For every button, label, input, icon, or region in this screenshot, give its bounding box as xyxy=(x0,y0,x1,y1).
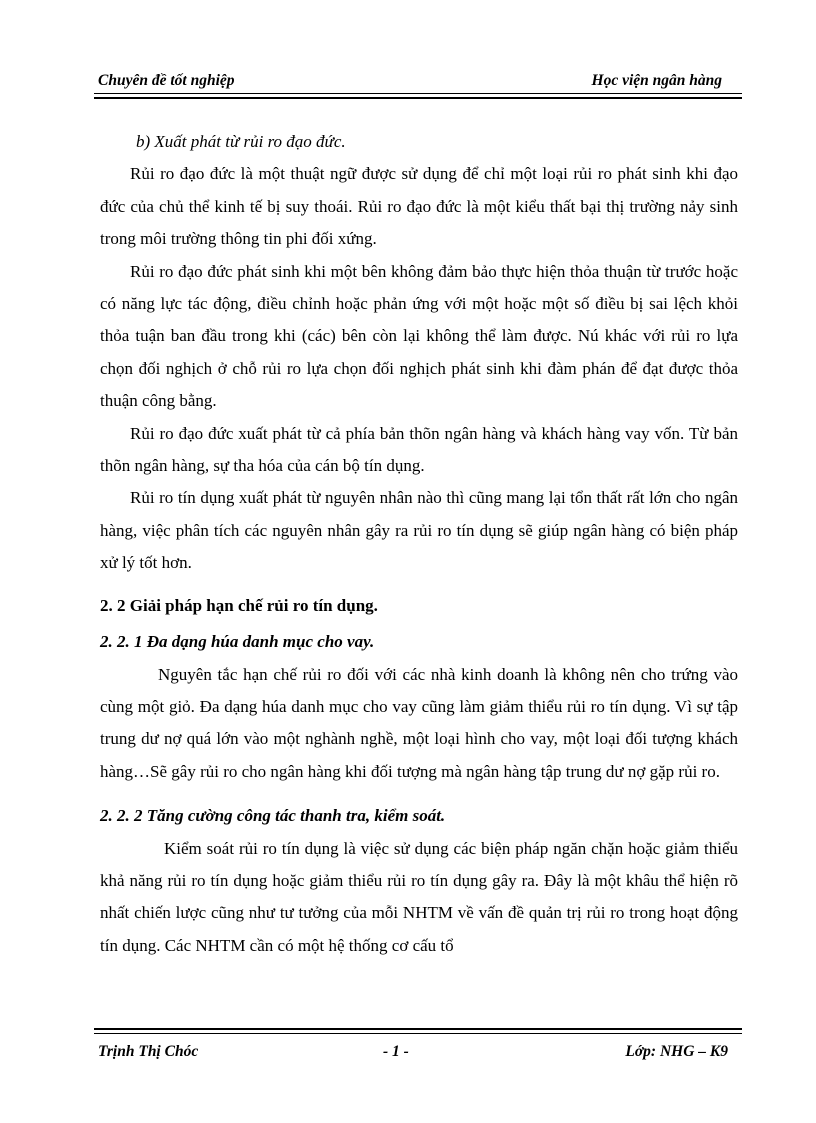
footer-rule-thick xyxy=(94,1028,742,1030)
paragraph: Rủi ro đạo đức phát sinh khi một bên không đảm bảo thực hiện thỏa thuận từ trước hoặc có năng lực tác động, điều chỉnh hoặc phản ứng với một hoặc một số điều bị sai lệch khỏi thỏa tuận ban đầu trong khi (các) bên còn lại không thể làm được. Nú khác với rủi ro lựa chọn đối nghịch ở chỗ rủi ro lựa chọn đối nghịch phát sinh khi đàm phán để đạt được thỏa thuận công bằng. xyxy=(100,261,738,411)
header-left-text: Chuyên đề tốt nghiệp xyxy=(98,72,235,89)
footer-author: Trịnh Thị Chóc xyxy=(98,1043,199,1060)
subsection-heading: 2. 2. 2 Tăng cường công tác thanh tra, kiểm soát. xyxy=(100,806,446,826)
page-footer xyxy=(98,1043,728,1065)
paragraph: Nguyên tắc hạn chế rủi ro đối với các nhà kinh doanh là không nên cho trứng vào cùng một giỏ. Đa dạng húa danh mục cho vay cũng làm giảm thiểu rủi ro tín dụng. Vì sự tập trung dư nợ quá lớn vào một nghành nghề, một loại hình cho vay, một loại đối tượng khách hàng…Sẽ gây rủi ro cho ngân hàng khi đối tượng mà ngân hàng tập trung dư nợ gặp rủi ro. xyxy=(100,664,738,781)
page-header xyxy=(98,72,728,94)
section-heading: 2. 2 Giải pháp hạn chế rủi ro tín dụng. xyxy=(100,595,378,615)
page-number: - 1 - xyxy=(383,1043,409,1060)
paragraph: Rủi ro đạo đức xuất phát từ cả phía bản thõn ngân hàng và khách hàng vay vốn. Từ bản thõn ngân hàng, sự tha hóa của cán bộ tín dụng. xyxy=(100,423,738,476)
subsection-heading: b) Xuất phát từ rủi ro đạo đức. xyxy=(136,132,346,151)
header-rule-thin xyxy=(94,93,742,94)
paragraph: Rủi ro đạo đức là một thuật ngữ được sử dụng để chỉ một loại rủi ro phát sinh khi đạo đức của chủ thể kinh tế bị suy thoái. Rủi ro đạo đức là một kiểu thất bại thị trường nảy sinh trong môi trường thông tin phi đối xứng. xyxy=(100,164,738,249)
footer-class: Lớp: NHG – K9 xyxy=(625,1043,728,1060)
subsection-heading: 2. 2. 1 Đa dạng húa danh mục cho vay. xyxy=(100,632,375,652)
header-rule-thick xyxy=(94,97,742,99)
paragraph: Kiểm soát rủi ro tín dụng là việc sử dụng các biện pháp ngăn chặn hoặc giảm thiểu khả năng rủi ro tín dụng hoặc giảm thiểu rủi ro tín dụng gây ra. Đây là một khâu thể hiện rõ nhất chiến lược cũng như tư tưởng của mỗi NHTM về vấn đề quản trị rủi ro trong hoạt động tín dụng. Các NHTM cần có một hệ thống cơ cấu tổ xyxy=(100,838,738,955)
header-right-text: Học viện ngân hàng xyxy=(591,72,722,89)
paragraph: Rủi ro tín dụng xuất phát từ nguyên nhân nào thì cũng mang lại tổn thất rất lớn cho ngân hàng, việc phân tích các nguyên nhân gây ra rủi ro tín dụng sẽ giúp ngân hàng có biện pháp xử lý tốt hơn. xyxy=(100,488,738,573)
footer-rule-thin xyxy=(94,1033,742,1034)
document-body xyxy=(100,126,738,962)
